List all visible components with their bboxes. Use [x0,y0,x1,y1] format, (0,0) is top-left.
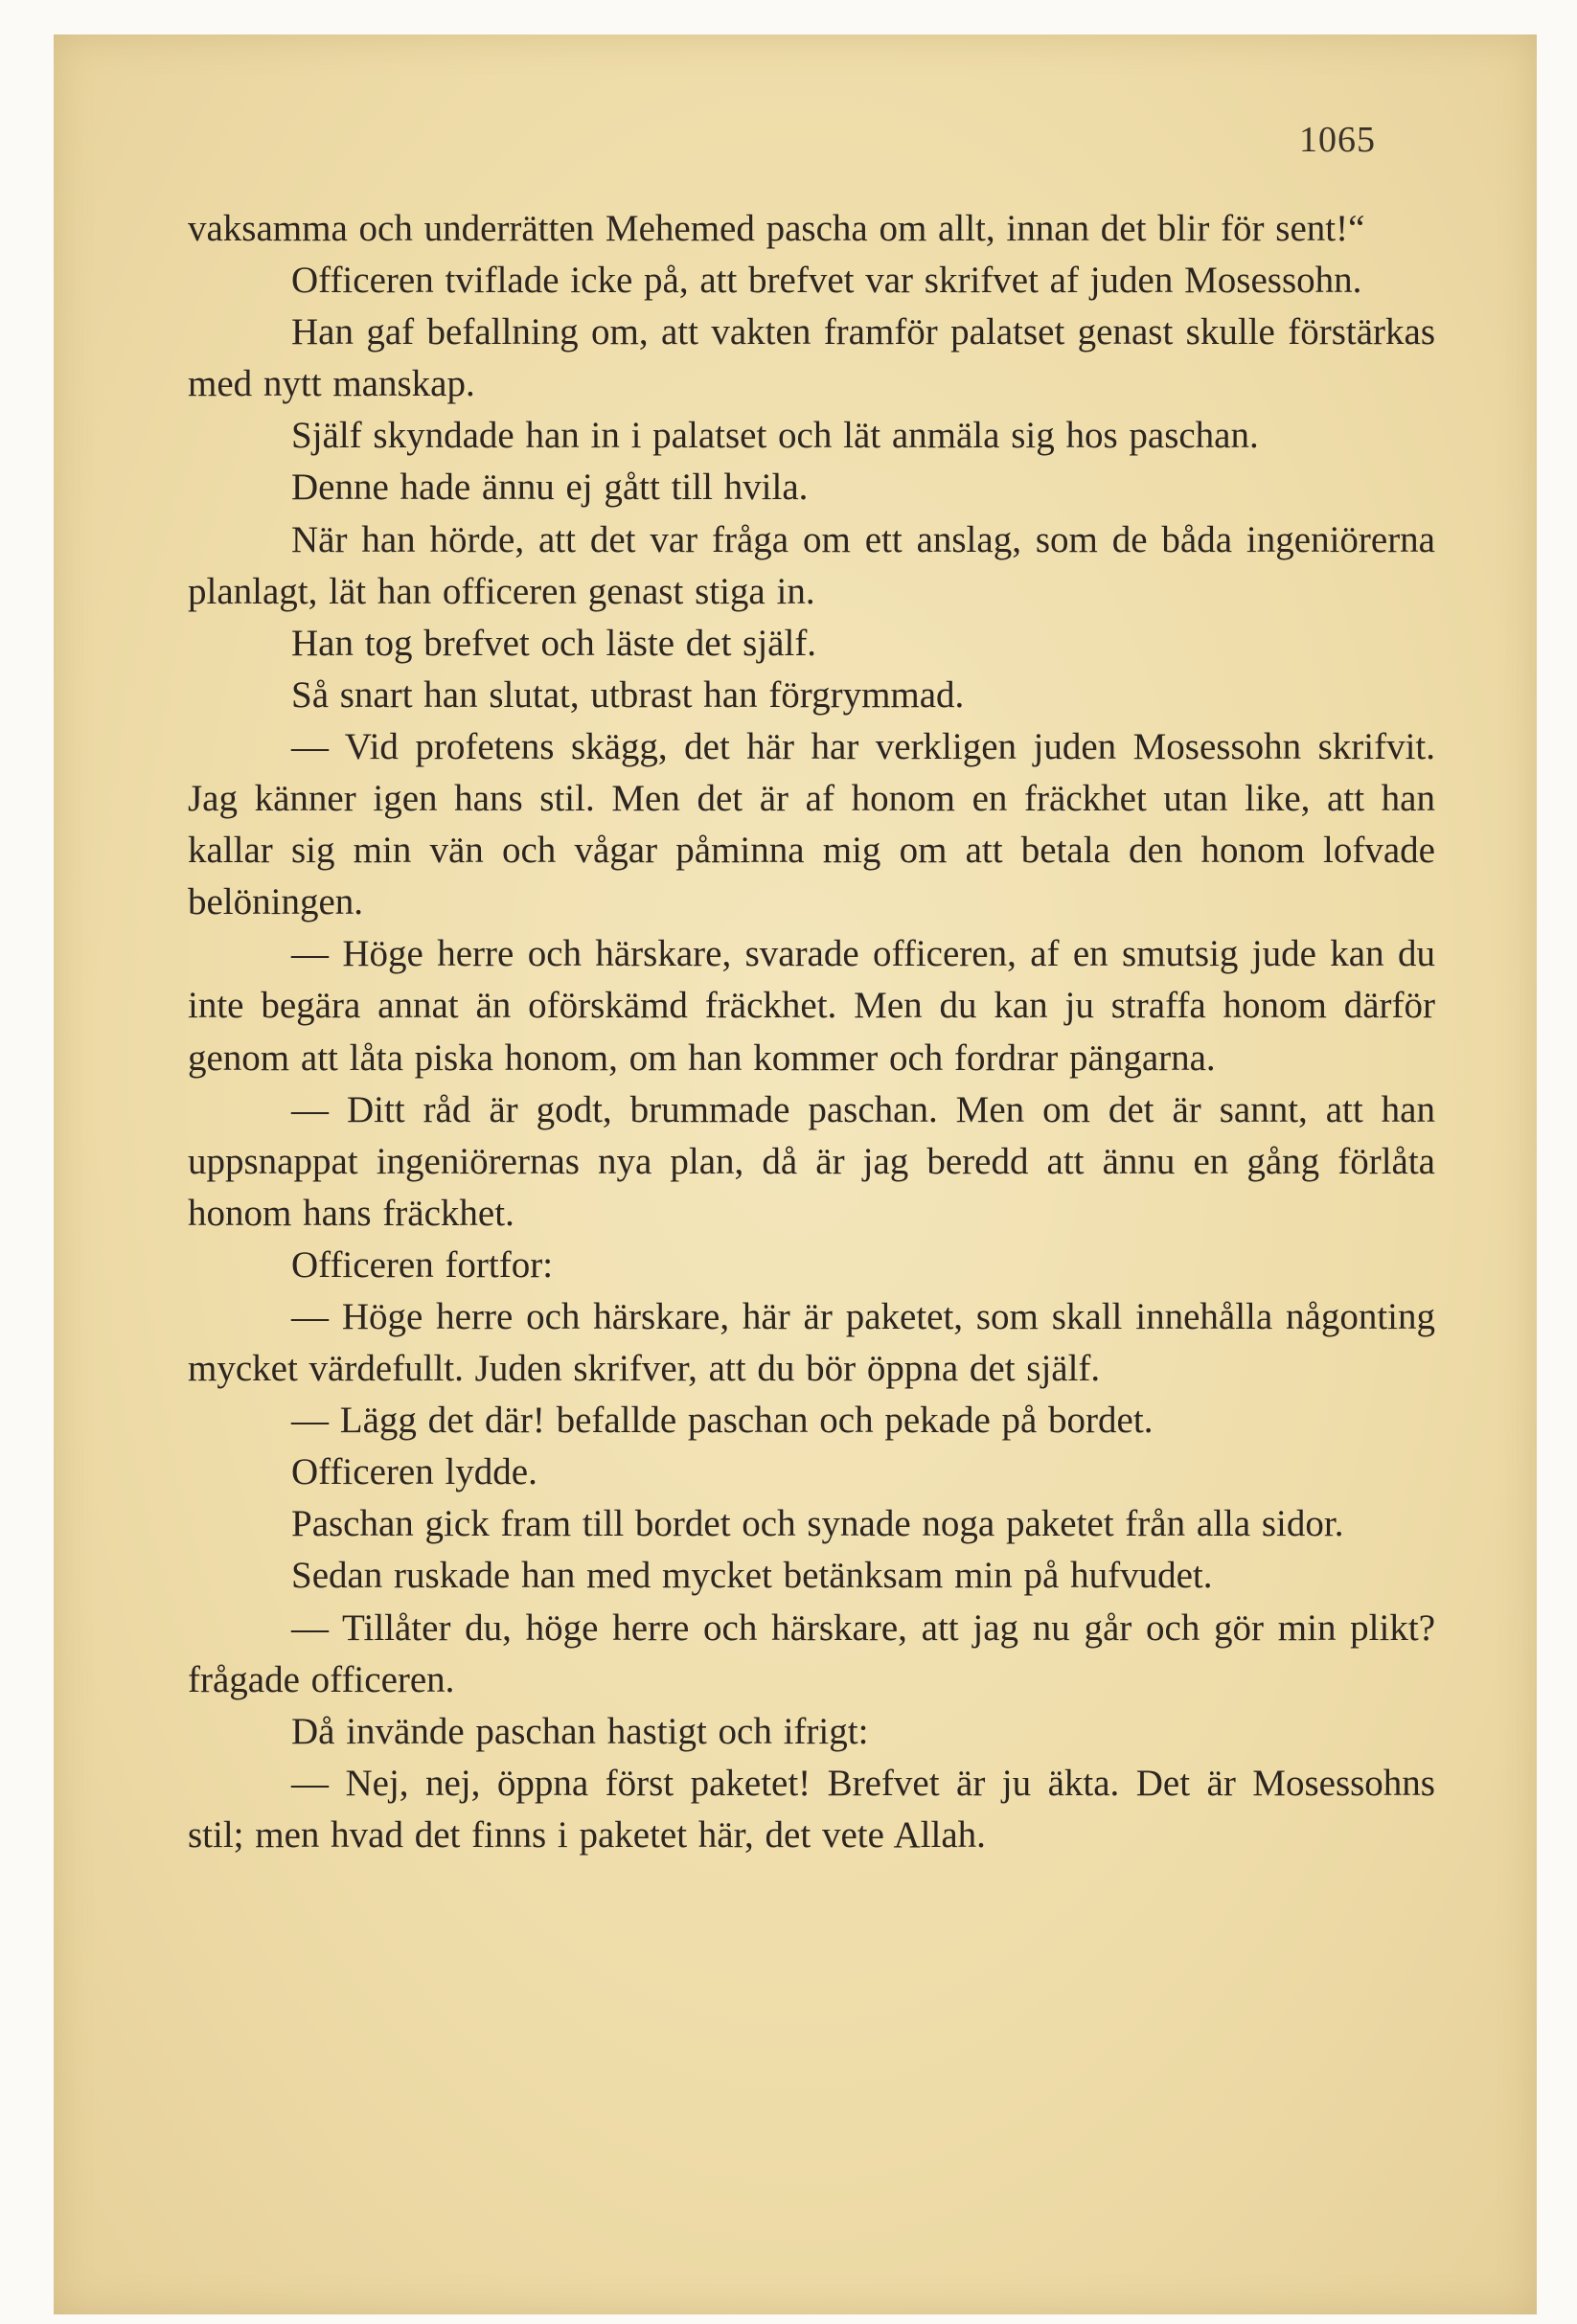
paragraph: — Höge herre och härskare, här är paketet, som skall innehålla någonting mycket värdefullt. Juden skrifver, att du bör öppna det själf. [188,1295,1435,1390]
paragraph: Paschan gick fram till bordet och synade noga paketet från alla sidor. [291,1503,1344,1545]
paragraph: — Lägg det där! befallde paschan och pekade på bordet. [291,1400,1154,1442]
paragraph: Sedan ruskade han med mycket betänksam min på hufvudet. [291,1555,1213,1597]
paragraph: Själf skyndade han in i palatset och lät anmäla sig hos paschan. [291,415,1259,457]
paragraph: — Tillåter du, höge herre och härskare, att jag nu går och gör min plikt? frågade officeren. [188,1606,1435,1700]
paragraph: — Nej, nej, öppna först paketet! Brefvet är ju äkta. Det är Mosessohns stil; men hvad det finns i paketet här, det vete Allah. [188,1762,1435,1856]
paragraph: Denne hade ännu ej gått till hvila. [291,467,809,509]
paragraph: — Höge herre och härskare, svarade officeren, af en smutsig jude kan du inte begära annat än oförskämd fräckhet. Men du kan ju straffa honom därför genom att låta piska honom, om han kommer och fordrar pängarna. [188,933,1435,1079]
paragraph: När han hörde, att det var fråga om ett anslag, som de båda ingeniörerna planlagt, lät han officeren genast stiga in. [188,518,1435,612]
paragraph: vaksamma och underrätten Mehemed pascha om allt, innan det blir för sent!“ [188,208,1365,249]
paragraph: Officeren fortfor: [291,1243,554,1286]
paragraph: Han gaf befallning om, att vakten framför palatset genast skulle förstärkas med nytt manskap. [188,311,1435,405]
page-number: 1065 [1299,120,1376,160]
body-text [188,203,1435,1861]
paragraph: — Vid profetens skägg, det här har verkligen juden Mosessohn skrifvit. Jag känner igen hans stil. Men det är af honom en fräckhet utan like, att han kallar sig min vän och vågar påminna mig om att betala den honom lofvade belöningen. [188,725,1435,923]
paragraph: — Ditt råd är godt, brummade paschan. Men om det är sannt, att han uppsnappat ingeniörernas nya plan, då är jag beredd att ännu en gång förlåta honom hans fräckhet. [188,1088,1435,1234]
book-page [54,34,1537,2314]
paragraph: Officeren tviflade icke på, att brefvet var skrifvet af juden Mosessohn. [291,260,1362,302]
paragraph: Officeren lydde. [291,1451,537,1493]
paragraph: Då invände paschan hastigt och ifrigt: [291,1710,869,1752]
paragraph: Han tog brefvet och läste det själf. [291,622,817,664]
paragraph: Så snart han slutat, utbrast han förgrymmad. [291,673,965,716]
